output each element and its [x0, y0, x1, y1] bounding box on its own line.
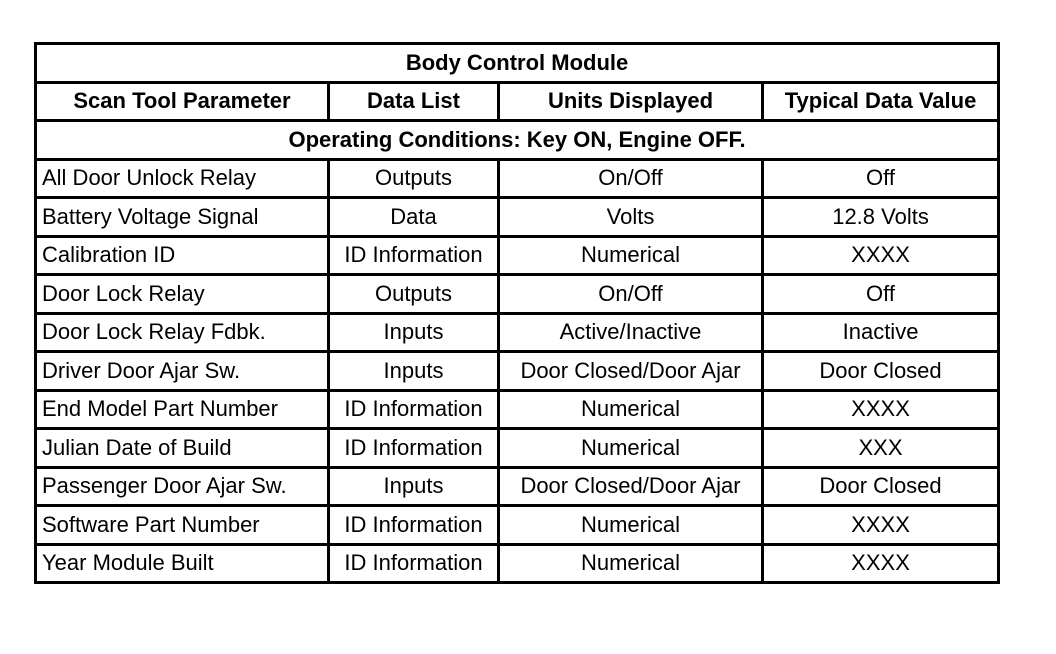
parameter-cell: Year Module Built	[36, 544, 329, 583]
title-row	[36, 44, 999, 83]
typical-value-cell: Door Closed	[763, 352, 999, 391]
parameter-cell: Driver Door Ajar Sw.	[36, 352, 329, 391]
typical-value-cell: 12.8 Volts	[763, 198, 999, 237]
data-list-cell: Inputs	[329, 352, 499, 391]
data-list-cell: Inputs	[329, 467, 499, 506]
operating-conditions: Operating Conditions: Key ON, Engine OFF.	[36, 121, 999, 160]
units-cell: Door Closed/Door Ajar	[499, 352, 763, 391]
typical-value-cell: XXXX	[763, 506, 999, 545]
header-scan-tool-parameter: Scan Tool Parameter	[36, 82, 329, 121]
table-title: Body Control Module	[36, 44, 999, 83]
table-row	[36, 390, 999, 429]
typical-value-cell: Inactive	[763, 313, 999, 352]
units-cell: On/Off	[499, 275, 763, 314]
data-list-cell: Inputs	[329, 313, 499, 352]
units-cell: Volts	[499, 198, 763, 237]
header-typical-data-value: Typical Data Value	[763, 82, 999, 121]
conditions-row	[36, 121, 999, 160]
parameter-cell: End Model Part Number	[36, 390, 329, 429]
parameter-cell: Battery Voltage Signal	[36, 198, 329, 237]
units-cell: On/Off	[499, 159, 763, 198]
units-cell: Numerical	[499, 390, 763, 429]
data-list-cell: ID Information	[329, 506, 499, 545]
units-cell: Numerical	[499, 544, 763, 583]
data-list-cell: Outputs	[329, 275, 499, 314]
data-list-cell: Data	[329, 198, 499, 237]
parameter-cell: Passenger Door Ajar Sw.	[36, 467, 329, 506]
typical-value-cell: Off	[763, 159, 999, 198]
table-row	[36, 544, 999, 583]
units-cell: Active/Inactive	[499, 313, 763, 352]
typical-value-cell: Off	[763, 275, 999, 314]
table-row	[36, 352, 999, 391]
data-list-cell: ID Information	[329, 236, 499, 275]
parameter-cell: Calibration ID	[36, 236, 329, 275]
table-row	[36, 159, 999, 198]
units-cell: Door Closed/Door Ajar	[499, 467, 763, 506]
units-cell: Numerical	[499, 429, 763, 468]
parameter-cell: Door Lock Relay Fdbk.	[36, 313, 329, 352]
table-row	[36, 275, 999, 314]
table-row	[36, 429, 999, 468]
parameter-cell: All Door Unlock Relay	[36, 159, 329, 198]
typical-value-cell: XXX	[763, 429, 999, 468]
parameter-cell: Software Part Number	[36, 506, 329, 545]
parameter-cell: Door Lock Relay	[36, 275, 329, 314]
header-data-list: Data List	[329, 82, 499, 121]
typical-value-cell: XXXX	[763, 544, 999, 583]
data-list-cell: ID Information	[329, 429, 499, 468]
body-control-module-table	[34, 42, 1000, 584]
table-row	[36, 506, 999, 545]
table-row	[36, 236, 999, 275]
data-list-cell: Outputs	[329, 159, 499, 198]
units-cell: Numerical	[499, 506, 763, 545]
typical-value-cell: XXXX	[763, 390, 999, 429]
table-row	[36, 198, 999, 237]
header-row	[36, 82, 999, 121]
units-cell: Numerical	[499, 236, 763, 275]
typical-value-cell: XXXX	[763, 236, 999, 275]
parameter-cell: Julian Date of Build	[36, 429, 329, 468]
typical-value-cell: Door Closed	[763, 467, 999, 506]
data-list-cell: ID Information	[329, 544, 499, 583]
data-list-cell: ID Information	[329, 390, 499, 429]
header-units-displayed: Units Displayed	[499, 82, 763, 121]
table-row	[36, 313, 999, 352]
table-row	[36, 467, 999, 506]
